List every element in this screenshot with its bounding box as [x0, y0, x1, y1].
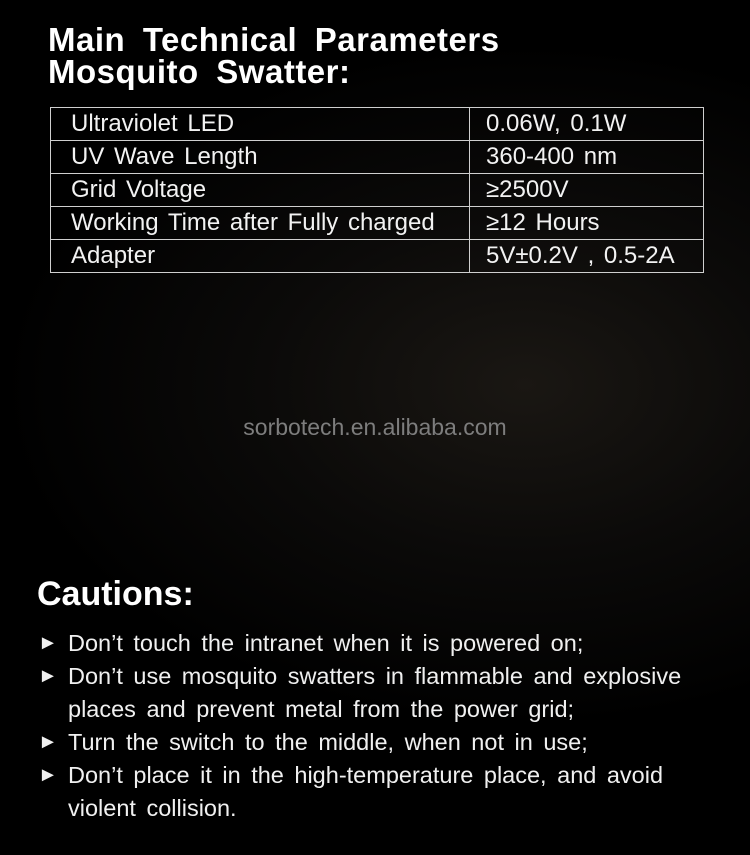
list-item	[38, 627, 718, 660]
param-value: 360-400 nm	[470, 141, 704, 174]
bullet-arrow-icon: ►	[38, 731, 58, 753]
bullet-arrow-icon: ►	[38, 632, 58, 654]
title-line-1: Main Technical Parameters	[48, 21, 500, 58]
title-line-2: Mosquito Swatter:	[48, 53, 351, 90]
table-row	[51, 141, 704, 174]
param-name: Adapter	[51, 240, 470, 273]
table-row	[51, 207, 704, 240]
param-value: ≥2500V	[470, 174, 704, 207]
param-value: ≥12 Hours	[470, 207, 704, 240]
watermark: sorbotech.en.alibaba.com	[243, 414, 507, 440]
list-item	[38, 660, 718, 726]
table-row	[51, 174, 704, 207]
cautions-heading: Cautions:	[37, 575, 194, 613]
param-value: 0.06W, 0.1W	[470, 108, 704, 141]
list-item	[38, 759, 718, 825]
table-row	[51, 240, 704, 273]
parameters-table	[50, 107, 704, 273]
caution-text: Turn the switch to the middle, when not in use;	[68, 729, 588, 755]
list-item	[38, 726, 718, 759]
table-row	[51, 108, 704, 141]
param-name: Ultraviolet LED	[51, 108, 470, 141]
param-name: Working Time after Fully charged	[51, 207, 470, 240]
page-title	[48, 21, 500, 90]
caution-text: Don’t use mosquito swatters in flammable and explosive places and prevent metal from the power grid;	[68, 663, 682, 722]
cautions-list	[38, 627, 718, 825]
caution-text: Don’t place it in the high-temperature place, and avoid violent collision.	[68, 762, 664, 821]
param-name: Grid Voltage	[51, 174, 470, 207]
bullet-arrow-icon: ►	[38, 665, 58, 687]
caution-text: Don’t touch the intranet when it is powered on;	[68, 630, 584, 656]
param-name: UV Wave Length	[51, 141, 470, 174]
bullet-arrow-icon: ►	[38, 764, 58, 786]
param-value: 5V±0.2V , 0.5-2A	[470, 240, 704, 273]
